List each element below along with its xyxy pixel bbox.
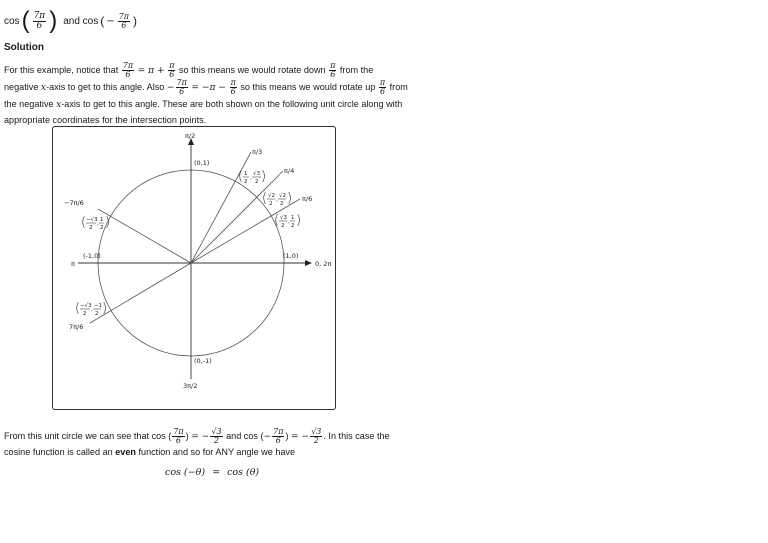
math-text: = − [191, 431, 210, 442]
svg-text:(: ( [238, 169, 244, 184]
x-den: 2 [281, 223, 285, 229]
solution-paragraph [4, 62, 410, 129]
frac-numerator: 7π [176, 78, 187, 88]
unit-circle-figure [52, 126, 336, 410]
svg-text:): ) [296, 213, 302, 228]
x-num: −√3 [80, 303, 92, 309]
point-7pi-over-6 [75, 301, 107, 317]
point-pi-over-4 [262, 191, 292, 207]
svg-text:(: ( [75, 301, 81, 316]
frac-numerator: 7π [33, 10, 46, 21]
frac-denominator: 6 [121, 20, 127, 30]
paren-open-1: ( [21, 7, 30, 34]
point-pi-over-3 [238, 169, 266, 185]
paren: ( [260, 430, 264, 441]
fraction [176, 79, 188, 96]
math-text: = − [291, 431, 310, 442]
paren: ) [185, 430, 189, 441]
paren: ) [285, 430, 289, 441]
solution-heading: Solution [4, 42, 44, 53]
math-text: = π + [137, 65, 165, 76]
conclusion-paragraph [4, 428, 414, 460]
fraction [172, 428, 184, 445]
fraction [230, 79, 237, 96]
label-pi-over-6: π/6 [302, 195, 313, 203]
header-fraction-2 [118, 13, 130, 30]
text: . In this case the cosine function is called an [4, 430, 390, 457]
frac-numerator: 7π [273, 427, 284, 436]
svg-text:(: ( [81, 215, 87, 230]
fraction [168, 62, 175, 79]
svg-text:): ) [102, 301, 108, 316]
frac-denominator: 6 [36, 20, 43, 31]
text: From this unit circle we can see that cos [4, 430, 166, 441]
paren-close-1: ) [49, 7, 58, 34]
paren-open-2: ( [100, 14, 105, 28]
frac-denominator: 2 [213, 436, 219, 445]
x-den: 2 [89, 225, 93, 231]
header-fraction-1 [33, 12, 47, 31]
text: -axis to get to this angle. Also [46, 82, 165, 93]
frac-denominator: 2 [313, 436, 319, 445]
point-0-1: (0,1) [194, 159, 210, 167]
paren: ( [168, 430, 172, 441]
ray-neg-7pi-over-6 [98, 209, 191, 263]
text: and cos [226, 430, 258, 441]
frac-numerator: 7π [122, 61, 134, 70]
frac-numerator: π [330, 61, 336, 70]
y-den: 2 [255, 179, 259, 185]
svg-text:,: , [276, 197, 278, 203]
x-num: √3 [280, 215, 288, 221]
point-neg1-0: (-1,0) [83, 252, 101, 260]
y-den: 2 [95, 311, 99, 317]
svg-text:,: , [250, 175, 252, 181]
label-pi-over-3: π/3 [252, 148, 263, 156]
header-and-cos: and cos [63, 15, 99, 27]
svg-text:): ) [261, 169, 267, 184]
frac-numerator: π [169, 61, 175, 70]
label-pi: π [71, 260, 75, 268]
math-var: x [56, 99, 62, 110]
final-equation [165, 467, 259, 478]
text: function and so for ANY angle we have [138, 447, 296, 457]
unit-circle-diagram [53, 127, 335, 409]
x-axis-arrow-icon [305, 260, 312, 266]
frac-numerator: π [379, 78, 386, 88]
label-pi-over-4: π/4 [284, 167, 295, 175]
frac-denominator: 6 [179, 87, 185, 97]
y-num: 1 [100, 217, 104, 223]
svg-text:(: ( [274, 213, 280, 228]
frac-denominator: 6 [125, 70, 131, 79]
x-num: 1 [244, 171, 248, 177]
text: from the negative [4, 64, 374, 93]
header-cos-1: cos [4, 15, 20, 27]
frac-denominator: 6 [230, 87, 236, 97]
math-text: − [166, 83, 175, 94]
text: so this means we would rotate down [178, 64, 326, 75]
fraction [272, 428, 284, 445]
frac-denominator: 6 [330, 70, 336, 79]
frac-denominator: 6 [275, 436, 281, 445]
point-neg-7pi-over-6 [81, 215, 110, 231]
svg-text:): ) [287, 191, 293, 206]
label-7pi-over-6: 7π/6 [69, 323, 84, 331]
emphasis-even: even [115, 447, 136, 457]
math-var: x [40, 83, 47, 94]
text: -axis to get to this angle. These are both shown on the following unit circle along with appropriate coordinates for the intersection points. [4, 98, 403, 126]
x-den: 2 [269, 201, 273, 207]
svg-text:,: , [91, 307, 93, 313]
y-num: √3 [253, 171, 261, 177]
text: For this example, notice that [4, 64, 119, 75]
frac-numerator: √3 [211, 427, 222, 436]
frac-numerator: √3 [311, 427, 322, 436]
y-den: 2 [291, 223, 295, 229]
point-pi-over-6 [274, 213, 301, 229]
x-den: 2 [244, 179, 248, 185]
fraction [210, 428, 222, 445]
equation-equals: = [212, 467, 221, 478]
fraction [310, 428, 322, 445]
text: so this means we would rotate up [240, 82, 376, 93]
label-3pi-over-2: 3π/2 [183, 382, 198, 390]
x-num: −√3 [86, 217, 98, 223]
point-0-neg1: (0,-1) [194, 357, 212, 365]
frac-denominator: 6 [175, 436, 182, 445]
label-pi-over-2: π/2 [185, 132, 196, 140]
frac-denominator: 6 [169, 70, 175, 79]
header-equation [4, 8, 137, 34]
equation-lhs: cos (−θ) [165, 467, 206, 478]
point-1-0: (1,0) [283, 252, 299, 260]
text: from the negative [4, 82, 408, 109]
svg-text:): ) [105, 215, 111, 230]
frac-numerator: π [230, 78, 236, 88]
header-minus: − [106, 15, 115, 27]
frac-numerator: 7π [173, 427, 184, 436]
y-den: 2 [100, 225, 104, 231]
frac-denominator: 6 [379, 87, 386, 97]
math-text: − [263, 431, 272, 442]
paren-close-2: ) [133, 14, 137, 28]
fraction [379, 79, 386, 96]
label-neg-7pi-over-6: −7π/6 [64, 199, 84, 207]
x-num: √2 [268, 193, 276, 199]
svg-text:,: , [97, 221, 99, 227]
y-den: 2 [280, 201, 284, 207]
svg-text:,: , [288, 219, 290, 225]
x-den: 2 [83, 311, 87, 317]
fraction [122, 62, 134, 79]
y-num: −1 [94, 303, 103, 309]
y-num: √2 [279, 193, 287, 199]
frac-numerator: 7π [118, 11, 129, 21]
math-text: = −π − [191, 83, 227, 94]
equation-rhs: cos (θ) [227, 467, 260, 478]
label-zero-2pi: 0, 2π [315, 260, 332, 268]
y-num: 1 [291, 215, 295, 221]
svg-text:(: ( [262, 191, 268, 206]
fraction [329, 62, 336, 79]
